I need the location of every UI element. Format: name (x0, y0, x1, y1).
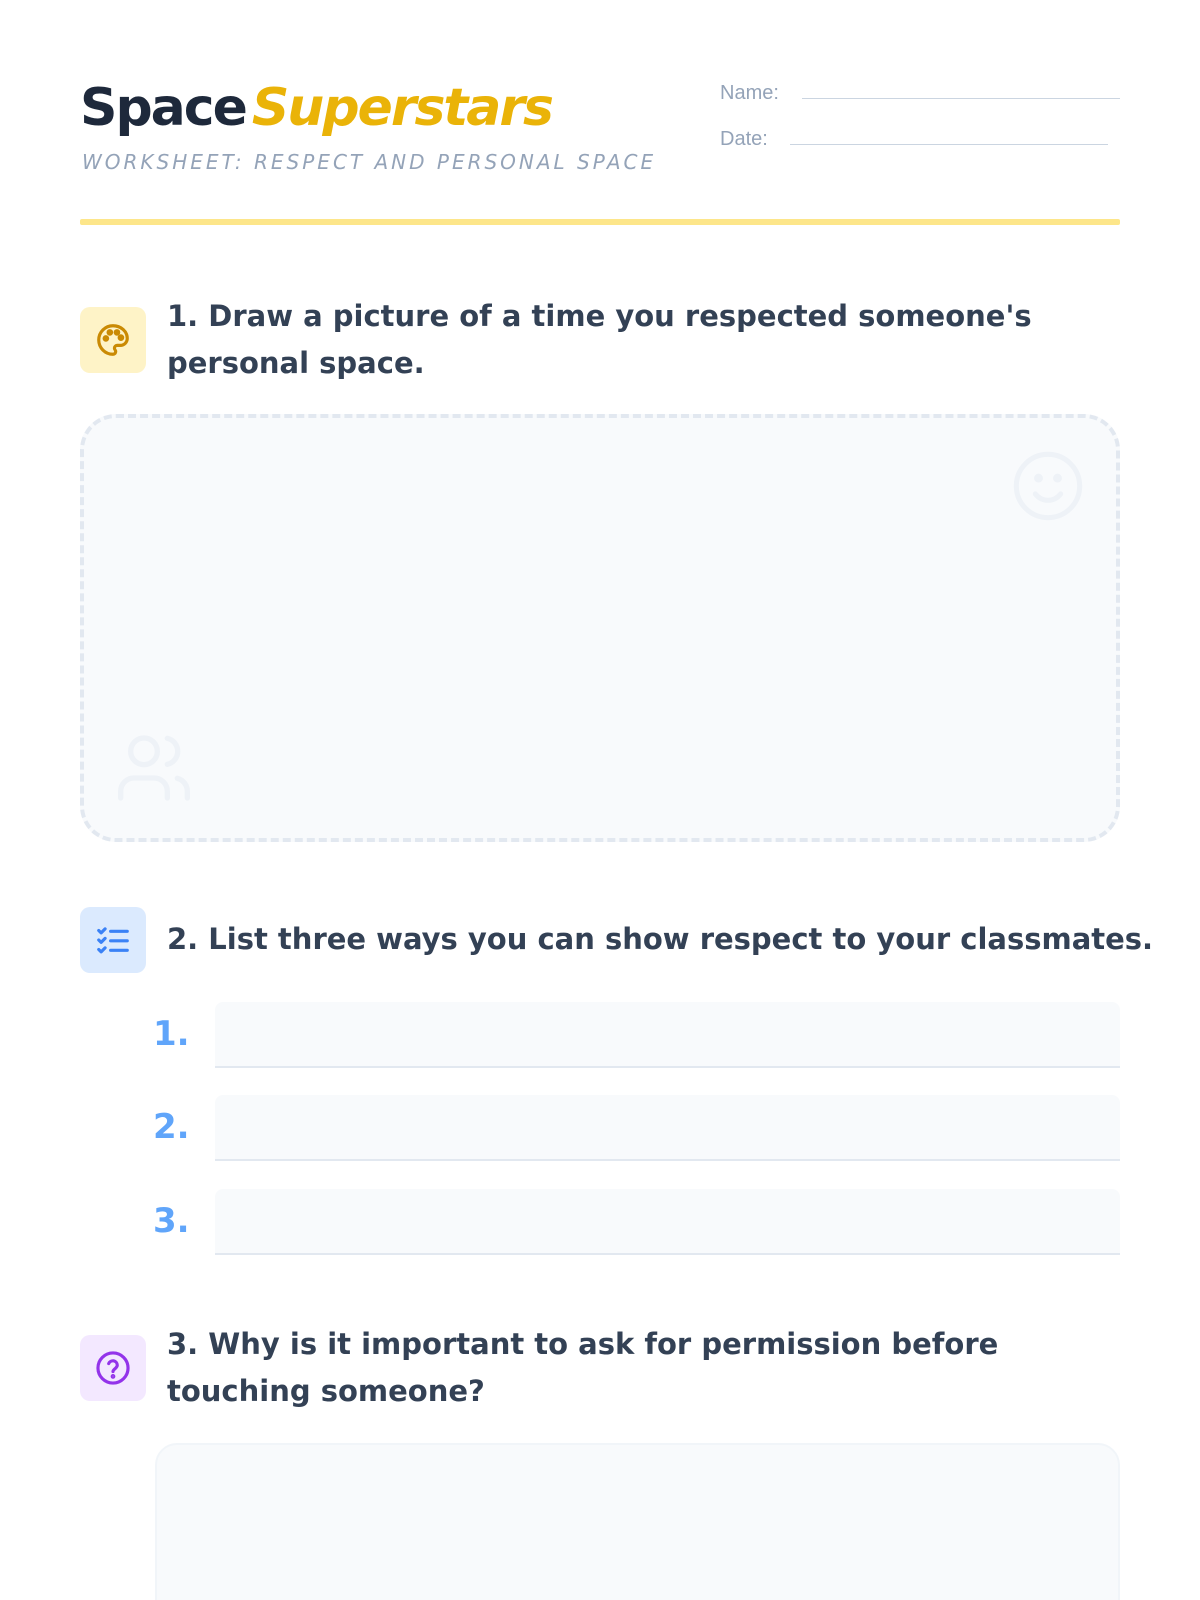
list-number: 3. (153, 1201, 190, 1241)
drawing-area[interactable] (80, 414, 1120, 842)
worksheet-subtitle: WORKSHEET: RESPECT AND PERSONAL SPACE (82, 150, 657, 174)
list-number: 1. (153, 1014, 190, 1054)
date-field[interactable] (720, 128, 1120, 156)
title-space: Space (80, 78, 246, 138)
header-divider (80, 219, 1120, 225)
question-circle-icon (80, 1335, 146, 1401)
name-field[interactable] (720, 82, 1120, 110)
question-2-text: 2. List three ways you can show respect to your classmates. (167, 922, 1154, 956)
date-line[interactable] (790, 144, 1108, 145)
list-number: 2. (153, 1107, 190, 1147)
smile-icon (1010, 448, 1086, 524)
name-line[interactable] (802, 98, 1120, 99)
question-1-text: 1. Draw a picture of a time you respected someone's personal space. (167, 299, 1032, 380)
worksheet-title (80, 78, 552, 138)
answer-line-3[interactable] (215, 1189, 1120, 1255)
palette-icon (80, 307, 146, 373)
written-answer-box[interactable] (155, 1443, 1120, 1600)
checklist-icon (80, 907, 146, 973)
date-label: Date: (720, 128, 768, 150)
answer-line-1[interactable] (215, 1002, 1120, 1068)
title-superstars: Superstars (251, 78, 552, 138)
answer-line-2[interactable] (215, 1095, 1120, 1161)
question-3-text: 3. Why is it important to ask for permission before touching someone? (167, 1327, 999, 1408)
list-item (150, 1189, 1120, 1255)
list-item (150, 1095, 1120, 1161)
list-item (150, 1002, 1120, 1068)
name-label: Name: (720, 82, 779, 104)
users-icon (114, 728, 194, 808)
